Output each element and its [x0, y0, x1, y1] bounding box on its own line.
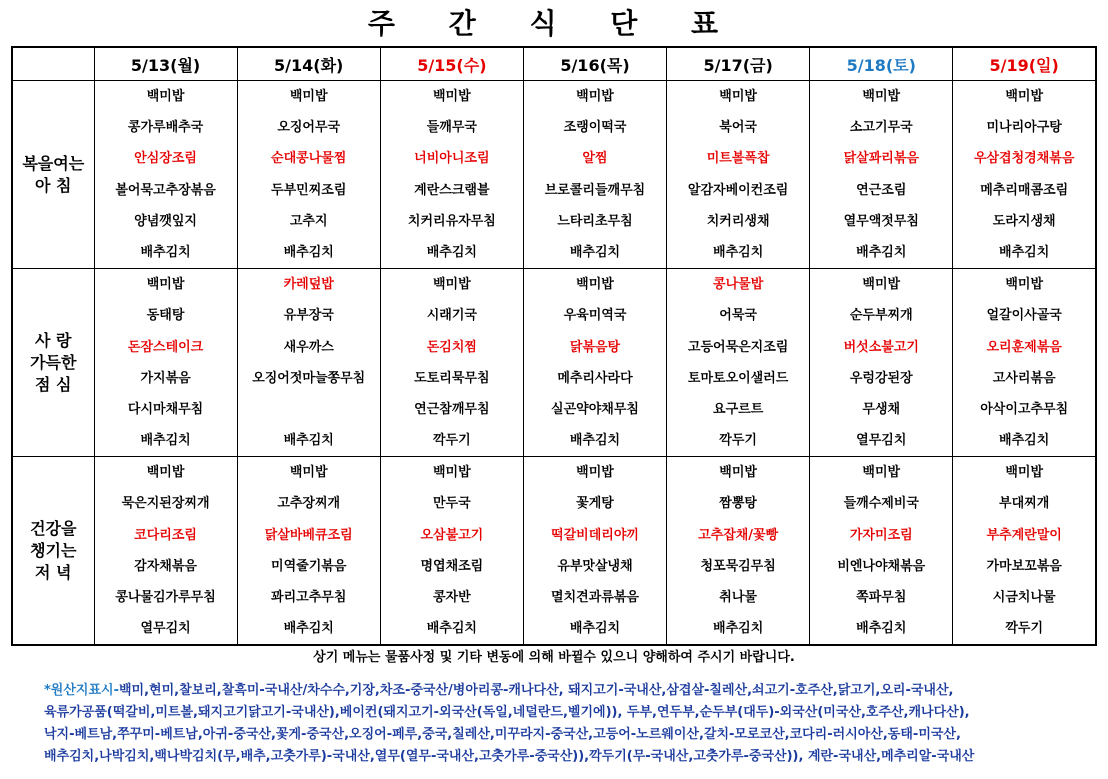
- dish: 배추김치: [569, 433, 621, 449]
- dish: 배추김치: [569, 244, 621, 260]
- dish: 백미밥: [576, 277, 614, 293]
- dish-main: 미트볼폭찹: [706, 151, 770, 167]
- dish: 들깨수제비국: [843, 496, 919, 512]
- dish: 배추김치: [140, 244, 191, 260]
- menu-table: [11, 46, 1097, 646]
- dish-main: 닭볶음탕: [569, 339, 621, 355]
- menu-cell: [94, 269, 237, 457]
- origin-line: [44, 724, 1094, 746]
- dish-main: 안심장조림: [134, 151, 197, 167]
- menu-cell: [953, 269, 1096, 457]
- dish: 요구르트: [713, 401, 764, 417]
- menu-cell: [667, 81, 810, 269]
- menu-cell: [810, 457, 953, 646]
- day-header: 5/13(월): [94, 47, 237, 81]
- dish: 백미밥: [433, 89, 471, 104]
- dish: 고추지: [289, 213, 328, 229]
- dish-main: 버섯소불고기: [843, 339, 919, 355]
- dish-main: 닭살꽈리볶음: [843, 151, 919, 167]
- dish: 북어국: [719, 120, 757, 136]
- dish: 우렁강된장: [849, 370, 913, 386]
- dish: 알감자베이컨조림: [687, 182, 789, 198]
- origin-line-text: 백미,현미,찰보리,찰흑미-국내산/차수수,기장,차조-중국산/병아리콩-캐나다산, 돼지고기-국내산,삼겹살-칠레산,쇠고기-호주산,닭고기,오리-국내산,: [118, 683, 954, 698]
- corner-cell: [12, 47, 94, 81]
- dish: 도토리묵무침: [414, 370, 490, 386]
- dish: 시금치나물: [992, 590, 1056, 605]
- dish: 메추리사라다: [557, 370, 633, 386]
- dish: 볼어묵고추장볶음: [115, 182, 216, 198]
- dish: 깍두기: [1005, 621, 1044, 637]
- origin-line: [44, 680, 1094, 702]
- dish: 연근참깨무침: [414, 401, 490, 417]
- menu-cell: [667, 457, 810, 646]
- meal-label: [12, 457, 94, 646]
- dish: 배추김치: [999, 244, 1050, 260]
- dish: 시래기국: [426, 308, 477, 324]
- dish-main: 돈김치찜: [426, 339, 477, 355]
- dish: 순두부찌개: [849, 308, 913, 324]
- origin-line-text: 낙지-베트남,쭈꾸미-베트남,아귀-중국산,꽃게-중국산,오징어-페루,중국,칠레산,미꾸라지-중국산,고등어-노르웨이산,갈치-모로코산,코다리-러시아산,동태-미국산,: [44, 727, 961, 742]
- meal-label-line: 챙기는: [30, 540, 77, 560]
- menu-cell: [237, 269, 380, 457]
- dish: 백미밥: [146, 89, 185, 104]
- dish-main: 코다리조림: [134, 527, 197, 543]
- day-header: 5/18(토): [810, 47, 953, 81]
- dish: 유부장국: [283, 308, 334, 324]
- meal-label-line: 점 심: [35, 374, 72, 394]
- menu-cell: [810, 269, 953, 457]
- dish: 백미밥: [1005, 465, 1044, 481]
- dish: 백미밥: [289, 89, 328, 104]
- dish: 백미밥: [576, 89, 614, 104]
- dish: 백미밥: [1005, 89, 1044, 104]
- day-header-row: [12, 47, 1096, 81]
- dish: 오징어무국: [277, 120, 341, 136]
- dish: 브로콜리들깨무침: [544, 182, 646, 198]
- dish: 실곤약야채무침: [551, 401, 639, 417]
- dish: 백미밥: [146, 465, 185, 481]
- dish: 배추김치: [713, 621, 764, 637]
- dish: 배추김치: [283, 433, 334, 449]
- meal-label-line: 건강을: [30, 518, 77, 538]
- dish-main: 고추잡채/꽃빵: [698, 527, 779, 543]
- day-header: 5/15(수): [380, 47, 523, 81]
- dish: 고사리볶음: [992, 370, 1056, 386]
- dish-main: 닭살바베큐조림: [264, 527, 353, 543]
- dish: 계란스크램블: [414, 182, 490, 198]
- dish: 얼갈이사골국: [986, 308, 1062, 324]
- dish: 우육미역국: [563, 308, 627, 324]
- menu-cell: [380, 269, 523, 457]
- day-header: 5/16(목): [523, 47, 666, 81]
- dish-main: 너비아니조림: [414, 151, 490, 167]
- dish: 치커리생채: [706, 213, 770, 229]
- menu-cell: [810, 81, 953, 269]
- meal-label-line: 가득한: [30, 352, 77, 372]
- meal-label: [12, 81, 94, 269]
- dish: 부대찌개: [999, 496, 1050, 512]
- dish: 배추김치: [856, 621, 907, 637]
- dish: 아삭이고추무침: [980, 401, 1069, 417]
- origin-info: [44, 680, 1094, 768]
- meal-label-line: 저 녁: [35, 562, 72, 582]
- dish: 배추김치: [426, 244, 477, 260]
- dish: 양념깻잎지: [134, 213, 197, 229]
- dish-main: 부추계란말이: [986, 527, 1062, 543]
- menu-cell: [237, 457, 380, 646]
- dish: 토마토오이샐러드: [687, 370, 789, 386]
- menu-cell: [523, 81, 666, 269]
- origin-line-text: 배추김치,나박김치,백나박김치(무,배추,고춧가루)-국내산,열무(열무-국내산,고춧가루-중국산)),깍두기(무-국내산,고춧가루-중국산)), 계란-국내산,메추리알-국내산: [44, 749, 975, 764]
- menu-cell: [380, 81, 523, 269]
- dish: 백미밥: [576, 465, 614, 481]
- dish: 미역줄기볶음: [271, 558, 347, 574]
- dish-main: 오리훈제볶음: [986, 339, 1062, 355]
- day-header: 5/17(금): [667, 47, 810, 81]
- dish: 묵은지된장찌개: [121, 496, 210, 512]
- dish: 고추장찌개: [277, 496, 341, 512]
- dish: 가지볶음: [140, 370, 191, 386]
- dish: 감자채볶음: [134, 558, 197, 574]
- dish: 배추김치: [283, 621, 334, 637]
- dish: 가마보꼬볶음: [986, 558, 1062, 574]
- meal-row: [12, 457, 1096, 646]
- dish: 백미밥: [862, 277, 901, 293]
- day-header: 5/19(일): [953, 47, 1096, 81]
- dish: 조랭이떡국: [563, 120, 627, 136]
- dish: 배추김치: [283, 244, 334, 260]
- dish: 청포묵김무침: [700, 558, 776, 574]
- meal-row: [12, 269, 1096, 457]
- meal-label-line: 사 랑: [35, 330, 72, 350]
- menu-cell: [94, 81, 237, 269]
- meal-row: [12, 81, 1096, 269]
- dish: 백미밥: [862, 465, 901, 481]
- dish: 열무김치: [140, 621, 191, 637]
- dish: 두부민찌조림: [271, 182, 347, 198]
- dish-main: 카레덮밥: [283, 277, 334, 293]
- dish: 유부맛살냉채: [557, 558, 633, 574]
- dish: 열무김치: [856, 433, 907, 449]
- dish: 콩가루배추국: [127, 120, 204, 136]
- dish: 배추김치: [856, 244, 907, 260]
- dish: 쪽파무침: [856, 590, 907, 605]
- dish: 느타리초무침: [557, 213, 633, 229]
- origin-line: [44, 702, 1094, 724]
- dish-main: 콩나물밥: [713, 277, 764, 293]
- dish-main: 가자미조림: [849, 527, 913, 543]
- dish: 배추김치: [426, 621, 477, 637]
- meal-label-line: 복을여는: [22, 153, 85, 173]
- dish-main: 떡갈비데리야끼: [551, 527, 639, 543]
- origin-heading: *원산지표시-: [44, 683, 119, 698]
- dish: 들깨무국: [426, 120, 477, 136]
- menu-cell: [667, 269, 810, 457]
- dish: 백미밥: [146, 277, 185, 293]
- dish: 무생채: [862, 401, 901, 417]
- dish: 비엔나야채볶음: [837, 558, 926, 574]
- dish: 배추김치: [569, 621, 621, 637]
- dish: 배추김치: [713, 244, 764, 260]
- dish: 배추김치: [140, 433, 191, 449]
- dish: 명엽채조림: [420, 558, 484, 574]
- dish: 깍두기: [719, 433, 757, 449]
- menu-cell: [523, 269, 666, 457]
- dish: 동태탕: [146, 308, 185, 324]
- dish: 꽃게탕: [576, 496, 614, 512]
- meal-label-line: 아 침: [35, 175, 72, 195]
- dish: 미나리아구탕: [986, 120, 1062, 136]
- dish-main: 순대콩나물찜: [271, 151, 347, 167]
- dish-main: 돈잠스테이크: [127, 339, 204, 355]
- notice-text: 상기 메뉴는 물품사정 및 기타 변동에 의해 바뀔수 있으니 양해하여 주시기 바랍니다.: [313, 650, 795, 665]
- dish: 다시마채무침: [127, 401, 204, 417]
- meal-label: [12, 269, 94, 457]
- dish: 꽈리고추무침: [271, 590, 347, 605]
- dish: 열무액젓무침: [843, 213, 919, 229]
- dish: 오징어젓마늘쫑무침: [252, 370, 366, 386]
- dish: 백미밥: [1005, 277, 1044, 293]
- dish: 백미밥: [289, 465, 328, 481]
- dish: 어묵국: [719, 308, 757, 324]
- menu-cell: [380, 457, 523, 646]
- dish: 배추김치: [999, 433, 1050, 449]
- dish: 메추리매콤조림: [980, 182, 1069, 198]
- dish: 치커리유자무침: [407, 213, 496, 229]
- dish: [238, 394, 380, 425]
- origin-line-text: 육류가공품(떡갈비,미트볼,돼지고기닭고기-국내산),베이컨(돼지고기-외국산(독일,네덜란드,벨기에)), 두부,연두부,순두부(대두)-외국산(미국산,호주산,캐나다산),: [44, 705, 970, 720]
- dish-main: 우삼겹청경채볶음: [973, 151, 1075, 167]
- dish: 깍두기: [433, 433, 471, 449]
- dish: 소고기무국: [849, 120, 913, 136]
- dish: 취나물: [719, 590, 757, 605]
- menu-cell: [237, 81, 380, 269]
- menu-cell: [953, 81, 1096, 269]
- menu-cell: [94, 457, 237, 646]
- dish: 멸치견과류볶음: [551, 590, 639, 605]
- day-header: 5/14(화): [237, 47, 380, 81]
- dish-main: 알찜: [582, 151, 608, 167]
- dish: 고등어묵은지조림: [687, 339, 789, 355]
- dish: 백미밥: [433, 277, 471, 293]
- menu-cell: [523, 457, 666, 646]
- dish: 도라지생채: [992, 213, 1056, 229]
- page-title: 주 간 식 단 표: [367, 7, 741, 40]
- dish: 새우까스: [283, 339, 334, 355]
- dish: 만두국: [433, 496, 471, 512]
- menu-cell: [953, 457, 1096, 646]
- dish: 연근조림: [856, 182, 907, 198]
- dish: 짬뽕탕: [719, 496, 757, 512]
- dish: 백미밥: [433, 465, 471, 481]
- dish-main: 오삼불고기: [420, 527, 484, 543]
- dish: 콩자반: [433, 590, 471, 605]
- dish: 백미밥: [719, 465, 757, 481]
- dish: 콩나물김가루무침: [115, 590, 216, 605]
- dish: 백미밥: [719, 89, 757, 104]
- origin-line: [44, 746, 1094, 768]
- dish: 백미밥: [862, 89, 901, 104]
